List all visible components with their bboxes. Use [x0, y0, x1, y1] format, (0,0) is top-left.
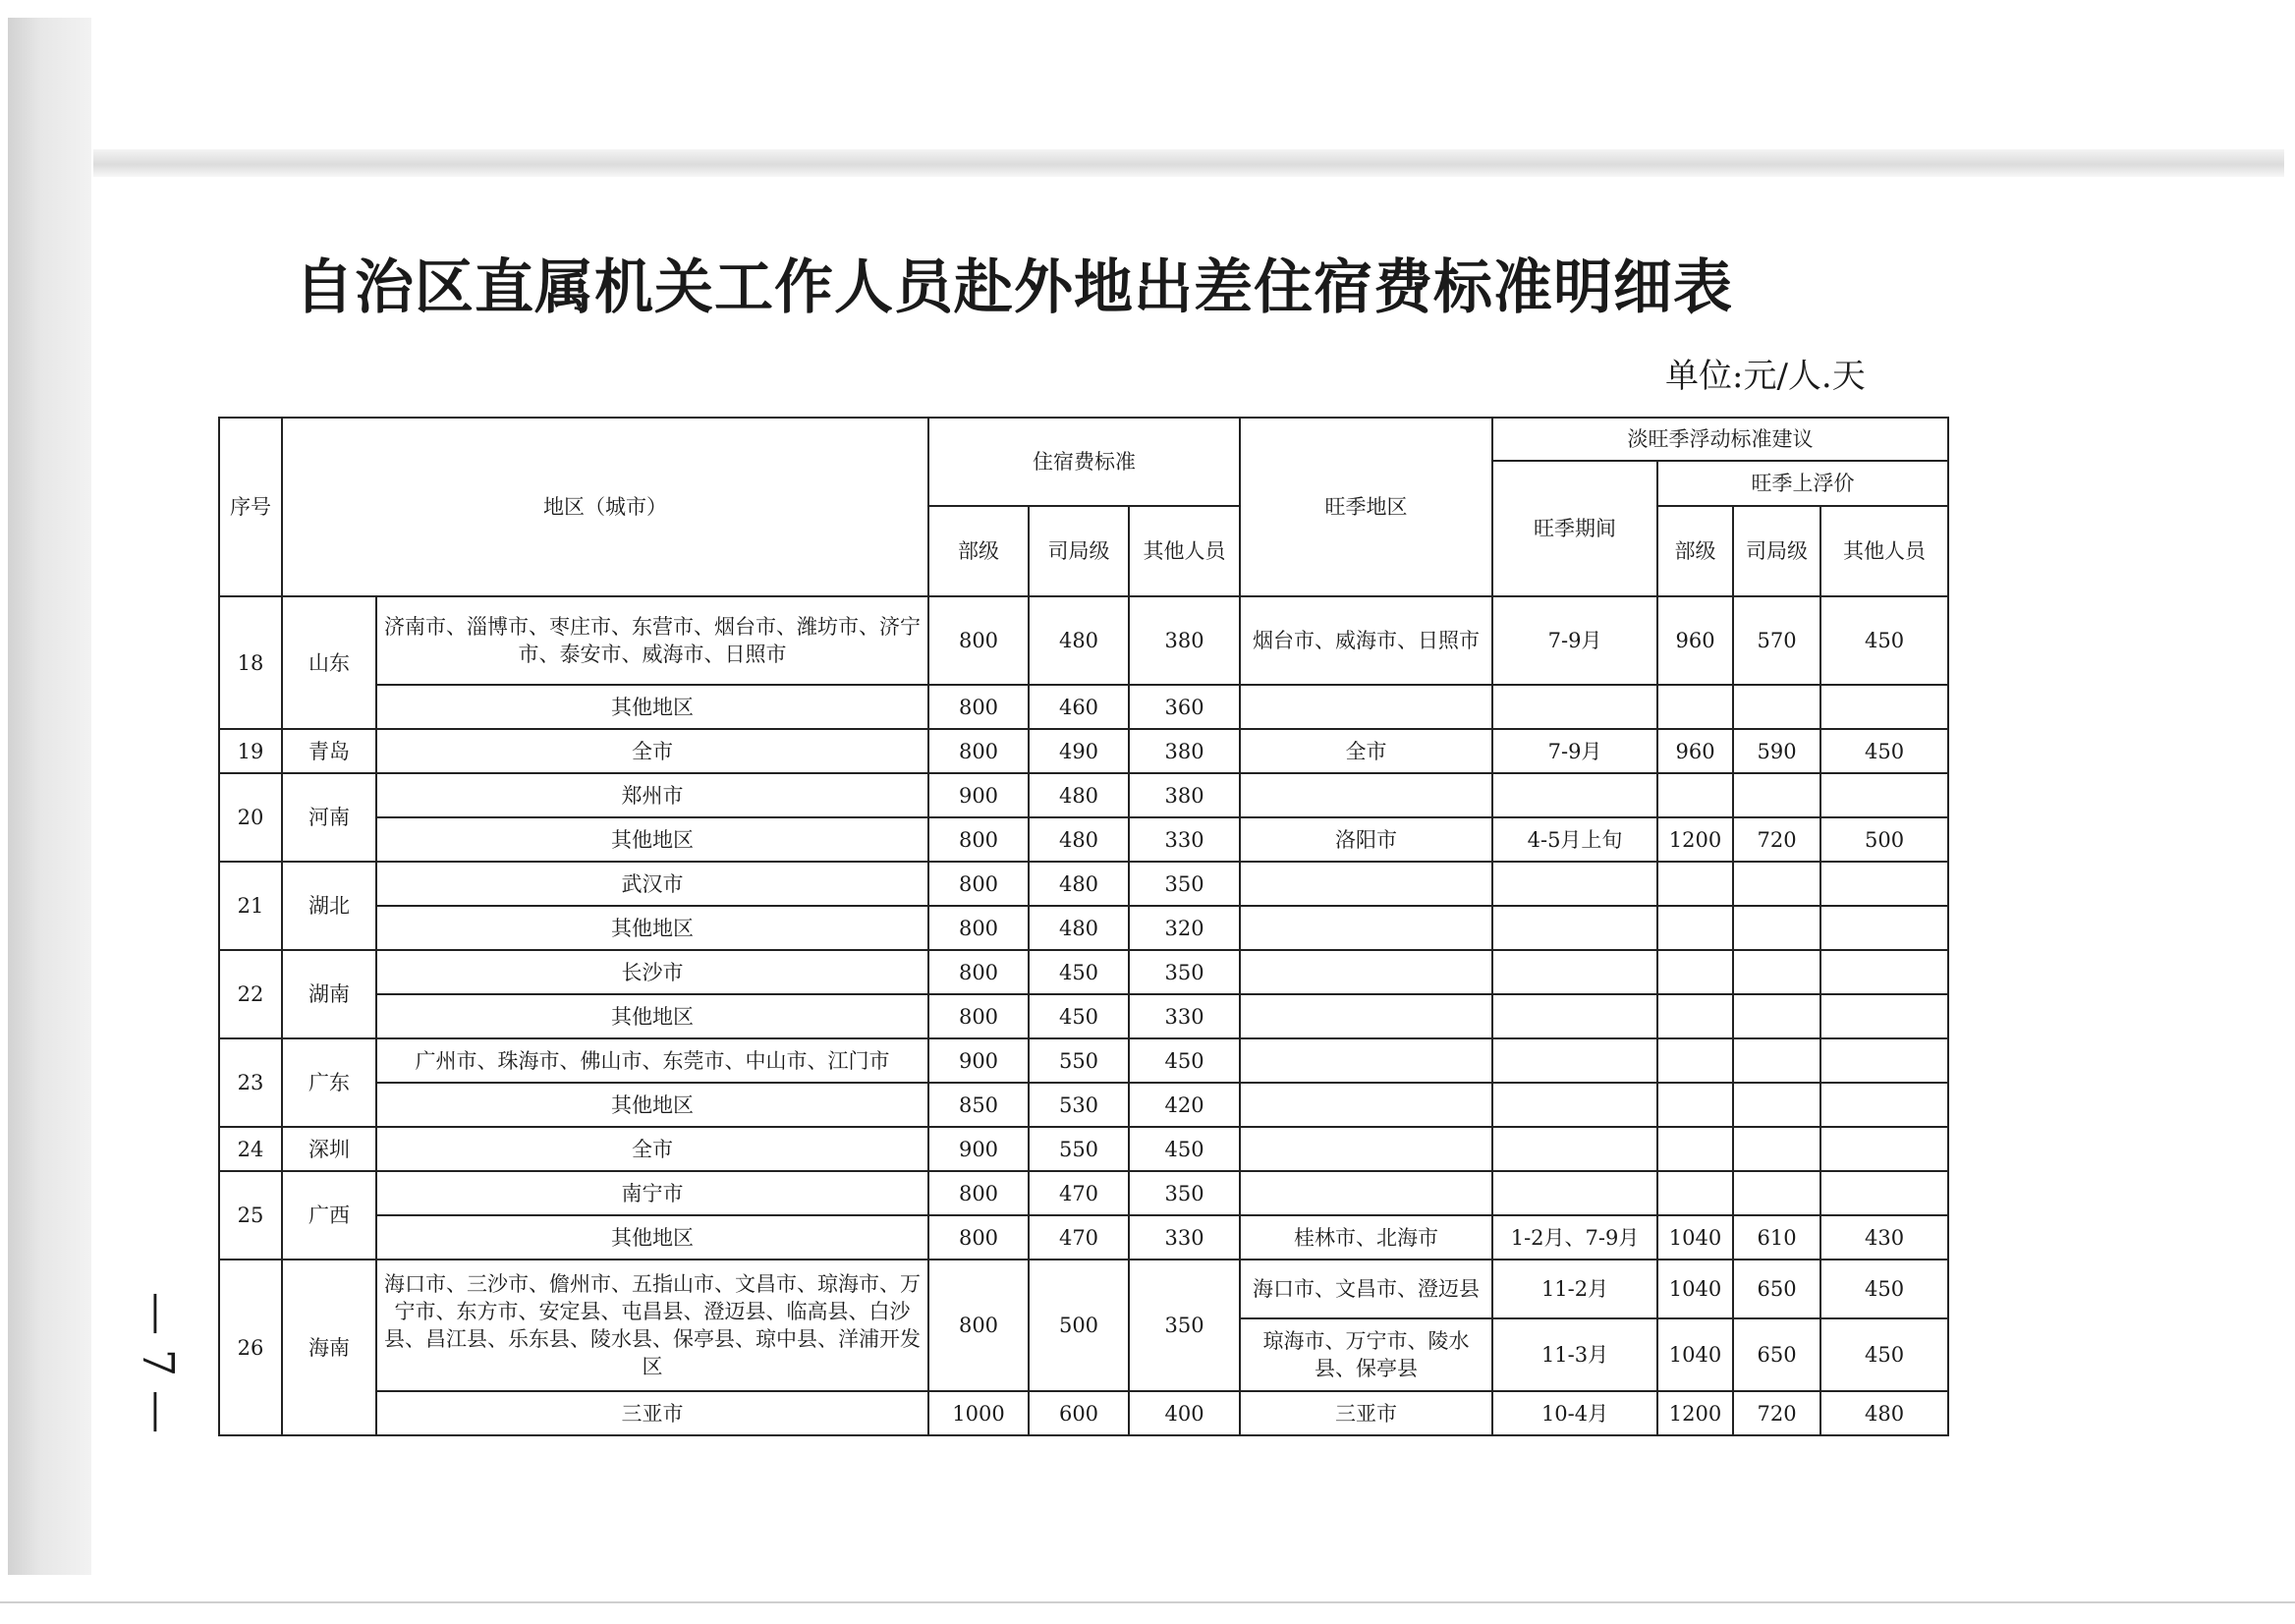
table-row: [219, 1083, 1948, 1127]
cell-peak-period: 7-9月: [1492, 729, 1657, 773]
cell-peak-bureau: [1733, 994, 1820, 1038]
scan-shadow-left: [8, 18, 91, 1575]
cell-peak-others: 450: [1820, 1318, 1948, 1391]
cell-peak-others: [1820, 1127, 1948, 1171]
cell-bureau: 550: [1029, 1038, 1129, 1083]
cell-peak-period: [1492, 906, 1657, 950]
cell-peak-region: 烟台市、威海市、日照市: [1240, 596, 1492, 685]
cell-ministry: 800: [928, 1260, 1029, 1391]
cell-province: 海南: [282, 1260, 376, 1435]
cell-peak-period: [1492, 950, 1657, 994]
cell-area: 全市: [376, 1127, 928, 1171]
table-row: [219, 1038, 1948, 1083]
cell-peak-others: [1820, 994, 1948, 1038]
cell-peak-bureau: [1733, 1127, 1820, 1171]
cell-others: 400: [1129, 1391, 1240, 1435]
cell-ministry: 850: [928, 1083, 1029, 1127]
table-row: [219, 1171, 1948, 1215]
cell-peak-period: 1-2月、7-9月: [1492, 1215, 1657, 1260]
scan-bottom-line: [0, 1601, 2295, 1603]
cell-peak-period: [1492, 1083, 1657, 1127]
cell-province: 湖北: [282, 862, 376, 950]
cell-ministry: 800: [928, 862, 1029, 906]
cell-ministry: 800: [928, 729, 1029, 773]
cell-seq: 18: [219, 596, 282, 729]
cell-bureau: 500: [1029, 1260, 1129, 1391]
cell-area: 南宁市: [376, 1171, 928, 1215]
cell-peak-region: 海口市、文昌市、澄迈县: [1240, 1260, 1492, 1318]
cell-peak-bureau: [1733, 685, 1820, 729]
cell-peak-bureau: [1733, 862, 1820, 906]
cell-peak-ministry: 1040: [1657, 1318, 1733, 1391]
cell-seq: 26: [219, 1260, 282, 1435]
cell-others: 350: [1129, 950, 1240, 994]
cell-peak-ministry: [1657, 1171, 1733, 1215]
header-peak-ministry: 部级: [1657, 506, 1733, 596]
cell-area: 三亚市: [376, 1391, 928, 1435]
cell-peak-others: [1820, 1171, 1948, 1215]
cell-peak-ministry: [1657, 1083, 1733, 1127]
cell-peak-ministry: 1200: [1657, 817, 1733, 862]
cell-seq: 24: [219, 1127, 282, 1171]
cell-area: 全市: [376, 729, 928, 773]
cell-bureau: 490: [1029, 729, 1129, 773]
cell-area: 武汉市: [376, 862, 928, 906]
cell-peak-period: [1492, 994, 1657, 1038]
cell-others: 330: [1129, 994, 1240, 1038]
cell-seq: 22: [219, 950, 282, 1038]
cell-peak-region: [1240, 906, 1492, 950]
cell-area: 其他地区: [376, 1215, 928, 1260]
cell-peak-region: 洛阳市: [1240, 817, 1492, 862]
cell-bureau: 480: [1029, 906, 1129, 950]
cell-others: 350: [1129, 1260, 1240, 1391]
cell-bureau: 470: [1029, 1215, 1129, 1260]
cell-others: 380: [1129, 729, 1240, 773]
cell-peak-period: 11-2月: [1492, 1260, 1657, 1318]
cell-bureau: 480: [1029, 596, 1129, 685]
table-row: [219, 1127, 1948, 1171]
header-bureau: 司局级: [1029, 506, 1129, 596]
cell-others: 360: [1129, 685, 1240, 729]
cell-peak-region: 三亚市: [1240, 1391, 1492, 1435]
cell-peak-others: 450: [1820, 596, 1948, 685]
lodging-standard-table: [218, 417, 1949, 1436]
cell-ministry: 800: [928, 994, 1029, 1038]
table-row: [219, 906, 1948, 950]
header-lodging-standard: 住宿费标准: [928, 418, 1240, 506]
cell-peak-period: [1492, 1127, 1657, 1171]
header-peak-bureau: 司局级: [1733, 506, 1820, 596]
cell-bureau: 460: [1029, 685, 1129, 729]
cell-peak-others: [1820, 906, 1948, 950]
cell-others: 350: [1129, 862, 1240, 906]
table-row: [219, 596, 1948, 685]
cell-bureau: 480: [1029, 773, 1129, 817]
cell-peak-others: [1820, 1038, 1948, 1083]
page-number: — 7 —: [133, 1292, 183, 1433]
cell-bureau: 550: [1029, 1127, 1129, 1171]
cell-ministry: 800: [928, 1215, 1029, 1260]
cell-peak-region: [1240, 950, 1492, 994]
cell-peak-bureau: [1733, 906, 1820, 950]
cell-area: 广州市、珠海市、佛山市、东莞市、中山市、江门市: [376, 1038, 928, 1083]
cell-peak-bureau: [1733, 773, 1820, 817]
cell-seq: 20: [219, 773, 282, 862]
header-seq: 序号: [219, 418, 282, 596]
cell-ministry: 800: [928, 1171, 1029, 1215]
cell-province: 广东: [282, 1038, 376, 1127]
cell-peak-ministry: [1657, 862, 1733, 906]
cell-peak-bureau: [1733, 950, 1820, 994]
cell-area: 其他地区: [376, 906, 928, 950]
cell-peak-bureau: 610: [1733, 1215, 1820, 1260]
cell-seq: 23: [219, 1038, 282, 1127]
table-row: [219, 773, 1948, 817]
cell-peak-region: [1240, 994, 1492, 1038]
cell-peak-region: [1240, 862, 1492, 906]
cell-peak-others: [1820, 950, 1948, 994]
header-ministry: 部级: [928, 506, 1029, 596]
cell-province: 广西: [282, 1171, 376, 1260]
cell-others: 330: [1129, 817, 1240, 862]
table-row: [219, 1215, 1948, 1260]
cell-peak-bureau: [1733, 1171, 1820, 1215]
cell-peak-region: [1240, 1171, 1492, 1215]
header-peak-price: 旺季上浮价: [1657, 461, 1948, 506]
cell-peak-ministry: 1040: [1657, 1215, 1733, 1260]
table-row: [219, 950, 1948, 994]
cell-bureau: 480: [1029, 817, 1129, 862]
cell-peak-period: [1492, 1038, 1657, 1083]
cell-peak-bureau: 590: [1733, 729, 1820, 773]
cell-province: 河南: [282, 773, 376, 862]
cell-others: 450: [1129, 1038, 1240, 1083]
cell-peak-region: [1240, 685, 1492, 729]
table-row: [219, 1391, 1948, 1435]
cell-peak-others: [1820, 1083, 1948, 1127]
cell-peak-period: 4-5月上旬: [1492, 817, 1657, 862]
cell-province: 深圳: [282, 1127, 376, 1171]
cell-ministry: 900: [928, 1127, 1029, 1171]
cell-peak-period: 10-4月: [1492, 1391, 1657, 1435]
cell-peak-ministry: [1657, 994, 1733, 1038]
cell-peak-ministry: [1657, 1038, 1733, 1083]
cell-ministry: 800: [928, 950, 1029, 994]
cell-peak-region: 桂林市、北海市: [1240, 1215, 1492, 1260]
cell-peak-others: 450: [1820, 1260, 1948, 1318]
cell-ministry: 800: [928, 817, 1029, 862]
cell-peak-bureau: 720: [1733, 1391, 1820, 1435]
cell-peak-ministry: [1657, 685, 1733, 729]
header-peak-others: 其他人员: [1820, 506, 1948, 596]
cell-seq: 21: [219, 862, 282, 950]
cell-peak-bureau: 570: [1733, 596, 1820, 685]
cell-peak-ministry: 960: [1657, 729, 1733, 773]
cell-others: 450: [1129, 1127, 1240, 1171]
cell-peak-bureau: 650: [1733, 1260, 1820, 1318]
cell-peak-region: [1240, 1038, 1492, 1083]
cell-peak-ministry: [1657, 773, 1733, 817]
cell-peak-period: [1492, 862, 1657, 906]
table-row: [219, 1260, 1948, 1318]
cell-area: 郑州市: [376, 773, 928, 817]
cell-peak-others: [1820, 685, 1948, 729]
cell-peak-region: 全市: [1240, 729, 1492, 773]
unit-label: 单位:元/人.天: [1665, 357, 1866, 396]
cell-seq: 25: [219, 1171, 282, 1260]
cell-peak-bureau: [1733, 1083, 1820, 1127]
cell-peak-region: 琼海市、万宁市、陵水县、保亭县: [1240, 1318, 1492, 1391]
header-peak-region: 旺季地区: [1240, 418, 1492, 596]
cell-bureau: 600: [1029, 1391, 1129, 1435]
cell-peak-ministry: 1040: [1657, 1260, 1733, 1318]
cell-peak-others: 500: [1820, 817, 1948, 862]
header-floating: 淡旺季浮动标准建议: [1492, 418, 1948, 461]
cell-ministry: 800: [928, 906, 1029, 950]
cell-peak-others: 430: [1820, 1215, 1948, 1260]
cell-ministry: 900: [928, 1038, 1029, 1083]
table-row: [219, 817, 1948, 862]
page-title: 自治区直属机关工作人员赴外地出差住宿费标准明细表: [295, 253, 1733, 322]
cell-peak-region: [1240, 1083, 1492, 1127]
cell-ministry: 1000: [928, 1391, 1029, 1435]
cell-bureau: 450: [1029, 994, 1129, 1038]
cell-area: 长沙市: [376, 950, 928, 994]
header-peak-period: 旺季期间: [1492, 461, 1657, 596]
cell-peak-region: [1240, 1127, 1492, 1171]
table-row: [219, 862, 1948, 906]
cell-peak-period: [1492, 773, 1657, 817]
cell-peak-ministry: 1200: [1657, 1391, 1733, 1435]
cell-peak-others: 450: [1820, 729, 1948, 773]
cell-bureau: 470: [1029, 1171, 1129, 1215]
cell-peak-ministry: 960: [1657, 596, 1733, 685]
header-others: 其他人员: [1129, 506, 1240, 596]
cell-peak-others: [1820, 862, 1948, 906]
cell-area: 海口市、三沙市、儋州市、五指山市、文昌市、琼海市、万宁市、东方市、安定县、屯昌县、澄迈县、临高县、白沙县、昌江县、乐东县、陵水县、保亭县、琼中县、洋浦开发区: [376, 1260, 928, 1391]
cell-ministry: 800: [928, 596, 1029, 685]
cell-peak-period: 11-3月: [1492, 1318, 1657, 1391]
cell-peak-bureau: 650: [1733, 1318, 1820, 1391]
cell-area: 其他地区: [376, 1083, 928, 1127]
cell-province: 青岛: [282, 729, 376, 773]
cell-others: 350: [1129, 1171, 1240, 1215]
cell-peak-ministry: [1657, 1127, 1733, 1171]
cell-peak-ministry: [1657, 950, 1733, 994]
header-region: 地区（城市）: [282, 418, 928, 596]
cell-peak-bureau: 720: [1733, 817, 1820, 862]
cell-peak-others: [1820, 773, 1948, 817]
table-row: [219, 685, 1948, 729]
cell-peak-region: [1240, 773, 1492, 817]
table-row: [219, 729, 1948, 773]
cell-others: 380: [1129, 773, 1240, 817]
cell-others: 380: [1129, 596, 1240, 685]
cell-area: 其他地区: [376, 994, 928, 1038]
cell-others: 320: [1129, 906, 1240, 950]
cell-peak-ministry: [1657, 906, 1733, 950]
cell-bureau: 450: [1029, 950, 1129, 994]
cell-area: 其他地区: [376, 685, 928, 729]
cell-bureau: 530: [1029, 1083, 1129, 1127]
scan-shadow-top: [93, 149, 2284, 177]
cell-area: 其他地区: [376, 817, 928, 862]
cell-bureau: 480: [1029, 862, 1129, 906]
cell-province: 山东: [282, 596, 376, 729]
cell-province: 湖南: [282, 950, 376, 1038]
cell-peak-bureau: [1733, 1038, 1820, 1083]
cell-peak-period: 7-9月: [1492, 596, 1657, 685]
cell-area: 济南市、淄博市、枣庄市、东营市、烟台市、潍坊市、济宁市、泰安市、威海市、日照市: [376, 596, 928, 685]
cell-peak-period: [1492, 1171, 1657, 1215]
table-row: [219, 994, 1948, 1038]
cell-peak-others: 480: [1820, 1391, 1948, 1435]
cell-seq: 19: [219, 729, 282, 773]
cell-others: 420: [1129, 1083, 1240, 1127]
cell-others: 330: [1129, 1215, 1240, 1260]
cell-ministry: 900: [928, 773, 1029, 817]
cell-ministry: 800: [928, 685, 1029, 729]
cell-peak-period: [1492, 685, 1657, 729]
